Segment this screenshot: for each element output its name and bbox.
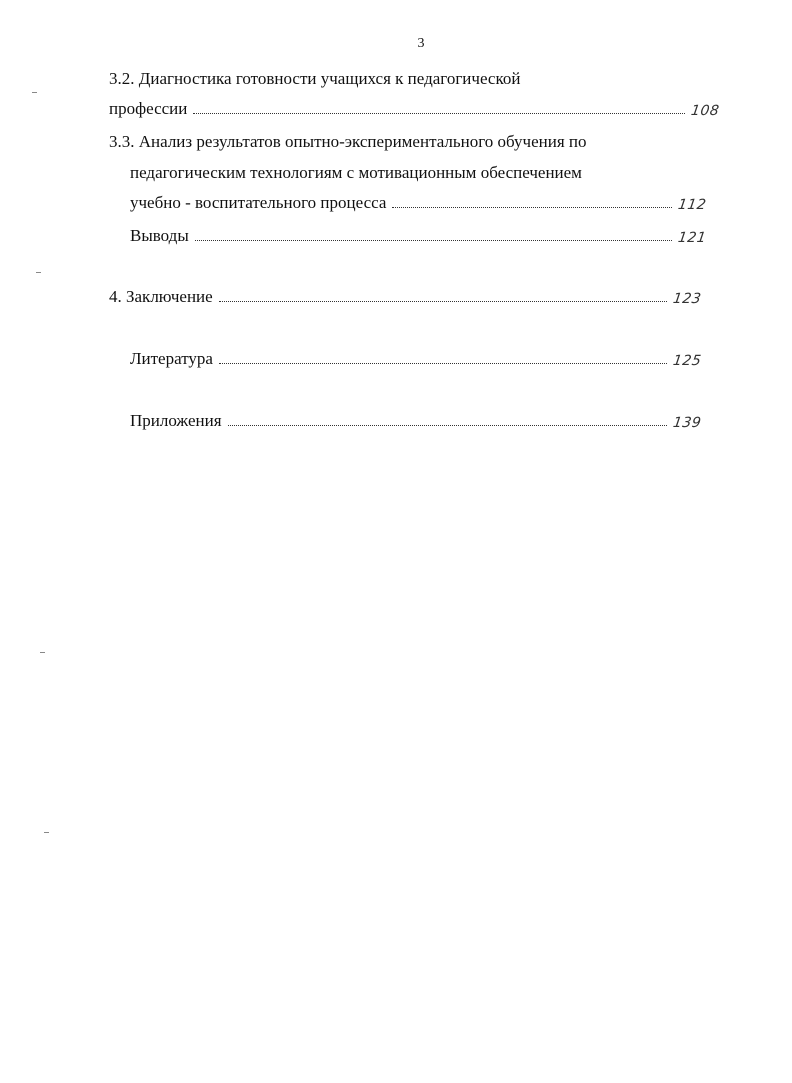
scan-speck (36, 272, 41, 273)
toc-3-3-heading-cont: педагогическим технологиям с мотивационным обеспечением (130, 163, 582, 182)
scan-speck (32, 92, 37, 93)
toc-entry-conclusions (130, 226, 706, 246)
toc-page-number: 139 (671, 415, 703, 431)
toc-entry-3-2 (109, 99, 719, 119)
toc-3-3-heading: 3.3. Анализ результатов опытно-экспериментального обучения по (109, 132, 587, 151)
toc-page-number: 123 (671, 291, 703, 307)
toc-entry-label: Литература (130, 349, 213, 368)
page-number: 3 (417, 36, 425, 51)
leader-dots (219, 362, 667, 364)
leader-dots (219, 300, 667, 302)
toc-entry-label: учебно - воспитательного процесса (130, 193, 387, 212)
toc-entry-label: 4. Заключение (109, 287, 213, 306)
toc-entry-3-3 (130, 193, 706, 213)
toc-entry-literature (130, 349, 701, 369)
leader-dots (228, 424, 667, 426)
scan-speck (40, 652, 45, 653)
toc-entry-label: Выводы (130, 226, 189, 245)
toc-page-number: 121 (676, 230, 708, 246)
scan-speck (44, 832, 49, 833)
toc-entry-label: профессии (109, 99, 188, 118)
toc-page-number: 108 (689, 103, 721, 119)
toc-page-number: 112 (676, 197, 708, 213)
leader-dots (392, 206, 671, 208)
toc-entry-4 (109, 287, 701, 307)
toc-entry-label: Приложения (130, 411, 222, 430)
toc-page-number: 125 (671, 353, 703, 369)
toc-entry-appendix (130, 411, 701, 431)
leader-dots (193, 112, 684, 114)
leader-dots (195, 239, 672, 241)
toc-3-2-heading: 3.2. Диагностика готовности учащихся к педагогической (109, 69, 521, 88)
